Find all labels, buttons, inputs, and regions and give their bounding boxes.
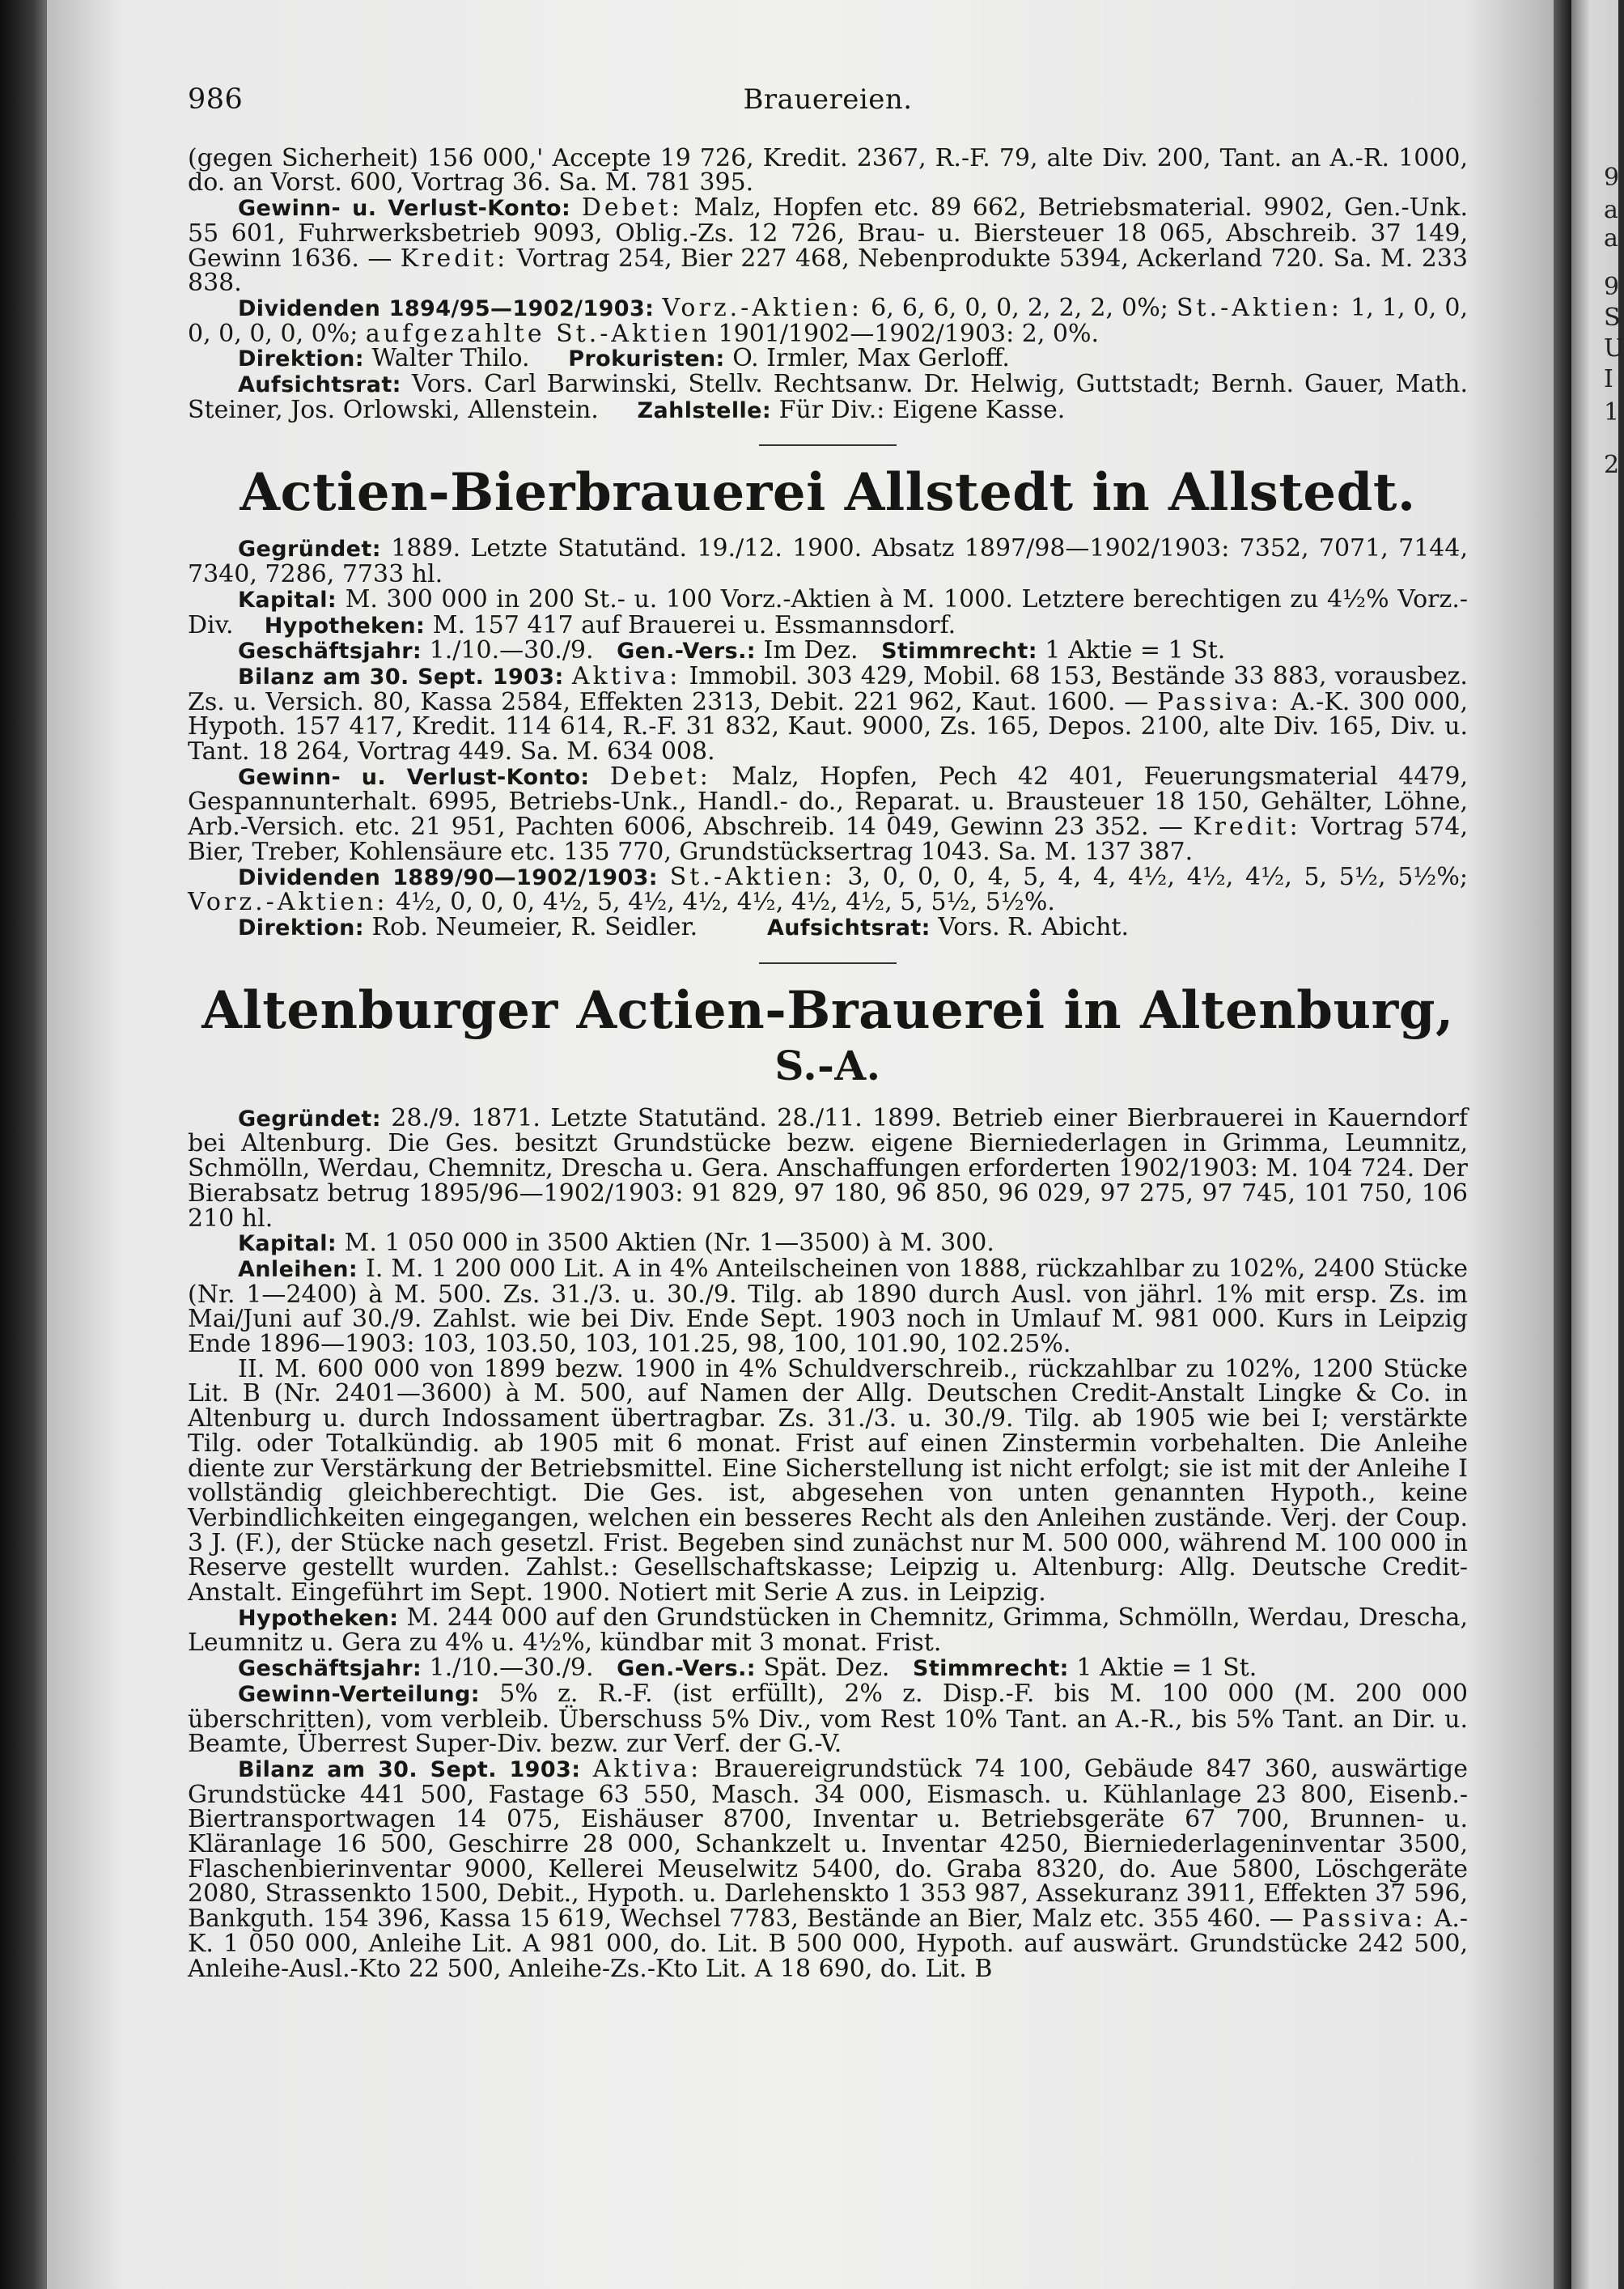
allstedt-gegruendet: Gegründet: 1889. Letzte Statutänd. 19./12. 1900. Absatz 1897/98—1902/1903: 7352, 7071, 7144, 7340, 7286, 7733 hl. xyxy=(188,534,1468,589)
adjacent-page-fragment: 2 xyxy=(1604,451,1620,479)
adjacent-page-fragment: I xyxy=(1604,365,1613,393)
altenburg-hypotheken: Hypotheken: M. 244 000 auf den Grundstücken in Chemnitz, Grimma, Schmölln, Werdau, Drescha, Leumnitz u. Gera zu 4% u. 4½%, kündbar mit 3 monat. Frist. xyxy=(188,1603,1468,1658)
section-divider xyxy=(759,962,897,964)
allstedt-dividenden: Dividenden 1889/90—1902/1903: St.-Aktien: 3, 0, 0, 0, 4, 5, 4, 4, 4½, 4½, 4½, 5, 5½, 5½%; Vorz.-Aktien: 4½, 0, 0, 0, 4½, 5, 4½, 4½, 4½, 4½, 4½, 5, 5½, 5½%. xyxy=(188,862,1468,917)
altenburg-geschaeftsjahr: Geschäftsjahr: 1./10.—30./9. Gen.-Vers.: Spät. Dez. Stimmrecht: 1 Aktie = 1 St. xyxy=(238,1654,1257,1683)
adjacent-page-fragment: 9 xyxy=(1604,164,1620,192)
previous-entry-guv: Gewinn- u. Verlust-Konto: Debet: Malz, Hopfen etc. 89 662, Betriebsmaterial. 9902, Gen.-Unk. 55 601, Fuhrwerksbetrieb 9093, Oblig.-Zs. 12 726, Brau- u. Biersteuer 18 065, Abschreib. 37 149, Gewinn 1636. — Kredit: Vortrag 254, Bier 227 468, Nebenprodukte 5394, Ackerland 720. Sa. M. 233 838. xyxy=(188,193,1468,298)
adjacent-page-fragment: a xyxy=(1604,224,1618,253)
book-gutter xyxy=(1554,0,1571,2289)
altenburg-gegruendet: Gegründet: 28./9. 1871. Letzte Statutänd. 28./11. 1899. Betrieb einer Bierbrauerei in Kauerndorf bei Altenburg. Die Ges. besitzt Grundstücke bezw. eigene Bierniederlagen in Grimma, Leumnitz, Schmölln, Werdau, Chemnitz, Drescha u. Gera. Anschaffungen erforderten 1902/1903: M. 104 724. Der Bierabsatz betrug 1895/96—1902/1903: 91 829, 97 180, 96 850, 96 029, 97 275, 97 745, 101 750, 106 210 hl. xyxy=(188,1103,1468,1233)
allstedt-geschaeftsjahr: Geschäftsjahr: 1./10.—30./9. Gen.-Vers.: Im Dez. Stimmrecht: 1 Aktie = 1 St. xyxy=(238,636,1226,665)
running-title: Brauereien. xyxy=(743,83,913,116)
page-content xyxy=(188,83,1469,1983)
previous-entry-passiva-continuation: (gegen Sicherheit) 156 000,' Accepte 19 726, Kredit. 2367, R.-F. 79, alte Div. 200, Tant. an A.-R. 1000, do. an Vorst. 600, Vortrag 36. Sa. M. 781 395. xyxy=(188,143,1468,197)
allstedt-direktion: Direktion: Rob. Neumeier, R. Seidler. Aufsichtsrat: Vors. R. Abicht. xyxy=(238,912,1129,941)
previous-entry-aufsichtsrat: Aufsichtsrat: Vors. Carl Barwinski, Stellv. Rechtsanw. Dr. Helwig, Guttstadt; Bernh. Gauer, Math. Steiner, Jos. Orlowski, Allenstein. Zahlstelle: Für Div.: Eigene Kasse. xyxy=(188,370,1468,424)
adjacent-page-fragment: 1 xyxy=(1604,398,1620,427)
altenburg-kapital: Kapital: M. 1 050 000 in 3500 Aktien (Nr. 1—3500) à M. 300. xyxy=(238,1229,994,1258)
adjacent-page-fragment: a xyxy=(1604,196,1618,224)
allstedt-guv: Gewinn- u. Verlust-Konto: Debet: Malz, Hopfen, Pech 42 401, Feuerungsmaterial 4479, Gespannunterhalt. 6995, Betriebs-Unk., Handl.- do., Reparat. u. Brausteuer 18 150, Gehälter, Löhne, Arb.-Versich. etc. 21 951, Pachten 6006, Abschreib. 14 049, Gewinn 23 352. — Kredit: Vortrag 574, Bier, Treber, Kohlensäure etc. 135 770, Grundstücksertrag 1043. Sa. M. 137 387. xyxy=(188,762,1469,866)
adjacent-page-fragment: U xyxy=(1604,334,1624,363)
previous-entry-direktion: Direktion: Walter Thilo. Prokuristen: O. Irmler, Max Gerloff. xyxy=(238,344,1010,373)
section-divider xyxy=(759,444,897,446)
company-title-allstedt: Actien-Bierbrauerei Allstedt in Allstedt. xyxy=(240,462,1416,524)
book-binding-edge xyxy=(0,0,47,2289)
company-title-altenburg: Altenburger Actien-Brauerei in Altenburg, S.-A. xyxy=(201,979,1454,1089)
allstedt-kapital: Kapital: M. 300 000 in 200 St.- u. 100 Vorz.-Aktien à M. 1000. Letztere berechtigen zu 4½% Vorz.-Div. Hypotheken: M. 157 417 auf Brauerei u. Essmannsdorf. xyxy=(188,584,1468,639)
adjacent-page-fragment: S xyxy=(1604,304,1621,332)
page-header xyxy=(188,83,1468,116)
previous-entry-dividends: Dividenden 1894/95—1902/1903: Vorz.-Aktien: 6, 6, 6, 0, 0, 2, 2, 2, 0%; St.-Aktien: 1, 1, 0, 0, 0, 0, 0, 0, 0%; aufgezahlte St.-Aktien 1901/1902—1902/1903: 2, 0%. xyxy=(188,293,1468,348)
allstedt-bilanz: Bilanz am 30. Sept. 1903: Aktiva: Immobil. 303 429, Mobil. 68 153, Bestände 33 883, vorausbez. Zs. u. Versich. 80, Kassa 2584, Effekten 2313, Debit. 221 962, Kaut. 1600. — Passiva: A.-K. 300 000, Hypoth. 157 417, Kredit. 114 614, R.-F. 31 832, Kaut. 9000, Zs. 165, Depos. 2100, alte Div. 165, Div. u. Tant. 18 264, Vortrag 449. Sa. M. 634 008. xyxy=(188,661,1468,767)
altenburg-anleihe-2: II. M. 600 000 von 1899 bezw. 1900 in 4% Schuldverschreib., rückzahlbar zu 102%, 1200 Stücke Lit. B (Nr. 2401—3600) à M. 500, auf Namen der Allg. Deutschen Credit-Anstalt Lingke & Co. in Altenburg u. durch Indossament übertragbar. Zs. 31./3. u. 30./9. Tilg. ab 1905 wie bei I; verstärkte Tilg. oder Totalkündig. ab 1905 mit 6 monat. Frist auf einen Zinstermin vorbehalten. Die Anleihe diente zur Verstärkung der Betriebsmittel. Eine Sicherstellung ist nicht erfolgt; sie ist mit der Anleihe I vollständig gleichberechtigt. Die Ges. ist, abgesehen von unten genannten Hypoth., keine Verbindlichkeiten eingegangen, welchen ein besseres Recht als den Anleihen zustände. Verj. der Coup. 3 J. (F.), der Stücke nach gesetzl. Frist. Begeben sind zunächst nur M. 500 000, während M. 100 000 in Reserve gestellt wurden. Zahlst.: Gesellschaftskasse; Leipzig u. Altenburg: Allg. Deutsche Credit-Anstalt. Eingeführt im Sept. 1900. Notiert mit Serie A zus. in Leipzig. xyxy=(188,1354,1468,1607)
altenburg-anleihe-1: Anleihen: I. M. 1 200 000 Lit. A in 4% Anteilscheinen von 1888, rückzahlbar zu 102%, 2400 Stücke (Nr. 1—2400) à M. 500. Zs. 31./3. u. 30./9. Tilg. ab 1890 durch Ausl. von jährl. 1% mit ersp. Zs. im Mai/Juni auf 30./9. Zahlst. wie bei Div. Ende Sept. 1903 noch in Umlauf M. 981 000. Kurs in Leipzig Ende 1896—1903: 103, 103.50, 103, 101.25, 98, 100, 101.90, 102.25%. xyxy=(188,1254,1468,1359)
page-number: 986 xyxy=(188,83,244,116)
adjacent-page-fragment: 9 xyxy=(1604,273,1620,301)
altenburg-gewinn-verteilung: Gewinn-Verteilung: 5% z. R.-F. (ist erfüllt), 2% z. Disp.-F. bis M. 100 000 (M. 200 000 überschritten), vom verbleib. Überschuss 5% Div., vom Rest 10% Tant. an A.-R., bis 5% Tant. an Dir. u. Beamte, Überrest Super-Div. bezw. zur Verf. der G.-V. xyxy=(188,1679,1468,1759)
altenburg-bilanz: Bilanz am 30. Sept. 1903: Aktiva: Brauereigrundstück 74 100, Gebäude 847 360, auswärtige Grundstücke 441 500, Fastage 63 550, Masch. 34 000, Eismasch. u. Kühlanlage 23 800, Eisenb.-Biertransportwagen 14 075, Eishäuser 8700, Inventar u. Betriebsgeräte 67 700, Brunnen- u. Kläranlage 16 500, Geschirre 28 000, Schankzelt u. Inventar 4250, Bierniederlageninventar 3500, Flaschenbierinventar 9000, Kellerei Meuselwitz 5400, do. Graba 8320, do. Aue 5800, Löschgeräte 2080, Strassenkto 1500, Debit., Hypoth. u. Darlehenskto 1 353 987, Assekuranz 3911, Effekten 37 596, Bankguth. 154 396, Kassa 15 619, Wechsel 7783, Bestände an Bier, Malz etc. 355 460. — Passiva: A.-K. 1 050 000, Anleihe Lit. A 981 000, do. Lit. B 500 000, Hypoth. auf auswärt. Grundstücke 242 500, Anleihe-Ausl.-Kto 22 500, Anleihe-Zs.-Kto Lit. A 18 690, do. Lit. B xyxy=(188,1754,1468,1983)
